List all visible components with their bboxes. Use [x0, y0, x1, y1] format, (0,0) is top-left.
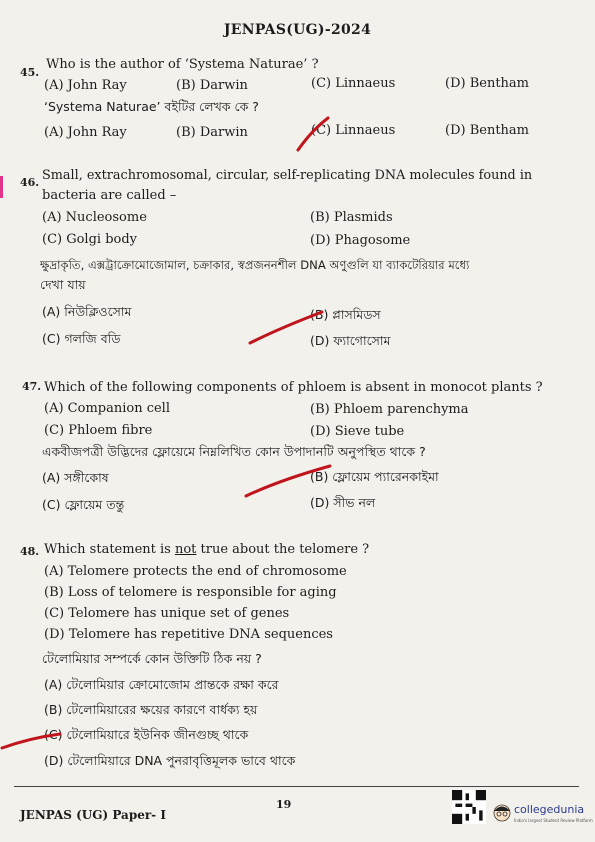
- option-b-bn: (B) Darwin: [176, 125, 248, 140]
- mascot-icon: [492, 802, 512, 826]
- question-number: 45.: [20, 66, 40, 79]
- option-d-en: (D) Bentham: [445, 76, 529, 91]
- question-number: 47.: [22, 380, 42, 393]
- option-c-bn: (C) ফ্লোয়েম তন্তু: [42, 497, 125, 512]
- question-text-bn: টেলোমিয়ার সম্পর্কে কোন উক্তিটি ঠিক নয় ?: [42, 651, 262, 666]
- option-c-bn: (C) Linnaeus: [311, 123, 396, 138]
- option-b-bn: (B) ফ্লোয়েম প্যারেনকাইমা: [310, 469, 439, 484]
- option-a-en: (A) Companion cell: [44, 401, 170, 416]
- option-b-en: (B) Darwin: [176, 78, 248, 93]
- option-d-en: (D) Sieve tube: [310, 424, 405, 439]
- option-d-en: (D) Telomere has repetitive DNA sequences: [44, 627, 333, 642]
- question-number: 48.: [20, 545, 40, 558]
- option-a-bn: (A) টেলোমিয়ার ক্রোমোজোম প্রান্তকে রক্ষা করে: [44, 677, 279, 692]
- brand-name: collegedunia: [514, 803, 585, 816]
- question-text-en: Small, extrachromosomal, circular, self-replicating DNA molecules found in: [42, 168, 533, 183]
- option-d-bn: (D) টেলোমিয়ারে DNA পুনরাবৃত্তিমূলক ভাবে থাকে: [44, 753, 296, 768]
- question-text-bn: ক্ষুদ্রাকৃতি, এক্সট্রাক্রোমোজোমাল, চক্রাকার, স্বপ্রজননশীল DNA অণুগুলি যা ব্যাকটেরিয়ার মধ্যে: [40, 258, 470, 272]
- question-text-bn: একবীজপত্রী উদ্ভিদের ফ্লোয়েমে নিম্নলিখিত কোন উপাদানটি অনুপস্থিত থাকে ?: [42, 444, 426, 459]
- option-c-bn: (C) টেলোমিয়ারে ইউনিক জীনগুচ্ছ থাকে: [44, 727, 249, 742]
- brand-tagline: India's largest Student Review Platform: [514, 818, 593, 823]
- option-d-bn: (D) Bentham: [445, 123, 529, 138]
- page-title: JENPAS(UG)-2024: [223, 22, 372, 38]
- option-a-bn: (A) সঙ্গীকোষ: [42, 470, 109, 485]
- option-a-bn: (A) John Ray: [44, 125, 127, 140]
- question-text-en: Which statement is not true about the telomere ?: [44, 542, 370, 557]
- collegedunia-logo: [492, 800, 592, 832]
- option-c-bn: (C) গলজি বডি: [42, 331, 121, 346]
- option-b-bn: (B) প্লাসমিডস: [310, 307, 381, 322]
- pen-mark-q48: [2, 734, 60, 748]
- question-text-en: Which of the following components of phloem is absent in monocot plants ?: [44, 380, 543, 395]
- option-c-en: (C) Telomere has unique set of genes: [44, 606, 290, 621]
- option-d-bn: (D) সীভ নল: [310, 495, 376, 510]
- question-text-en: Who is the author of ‘Systema Naturae’ ?: [46, 57, 319, 72]
- qr-code-icon: [452, 790, 486, 824]
- option-a-en: (A) John Ray: [44, 78, 127, 93]
- option-b-en: (B) Loss of telomere is responsible for aging: [44, 585, 337, 600]
- option-a-bn: (A) নিউক্লিওসোম: [42, 304, 132, 319]
- option-c-en: (C) Phloem fibre: [44, 423, 153, 438]
- question-text-en-cont: bacteria are called –: [42, 188, 177, 203]
- pen-mark-q46: [250, 312, 322, 343]
- pen-mark-q47: [246, 466, 330, 496]
- option-c-en: (C) Golgi body: [42, 232, 138, 247]
- pen-mark-q45: [298, 118, 328, 150]
- question-text-bn-cont: দেখা যায়: [40, 277, 86, 292]
- option-c-en: (C) Linnaeus: [311, 76, 396, 91]
- option-b-en: (B) Phloem parenchyma: [310, 402, 469, 417]
- footer-divider: [14, 786, 579, 787]
- option-a-en: (A) Telomere protects the end of chromosome: [44, 564, 347, 579]
- footer-paper-label: JENPAS (UG) Paper- I: [20, 808, 166, 822]
- option-d-en: (D) Phagosome: [310, 233, 411, 248]
- option-a-en: (A) Nucleosome: [42, 210, 147, 225]
- option-b-en: (B) Plasmids: [310, 210, 393, 225]
- option-d-bn: (D) ফ্যাগোসোম: [310, 333, 391, 348]
- question-number: 46.: [20, 176, 40, 189]
- option-b-bn: (B) টেলোমিয়ারের ক্ষয়ের কারণে বার্ধক্য হয়: [44, 702, 258, 717]
- page-number: 19: [276, 798, 292, 811]
- question-text-bn: ‘Systema Naturae’ বইটির লেখক কে ?: [44, 99, 259, 114]
